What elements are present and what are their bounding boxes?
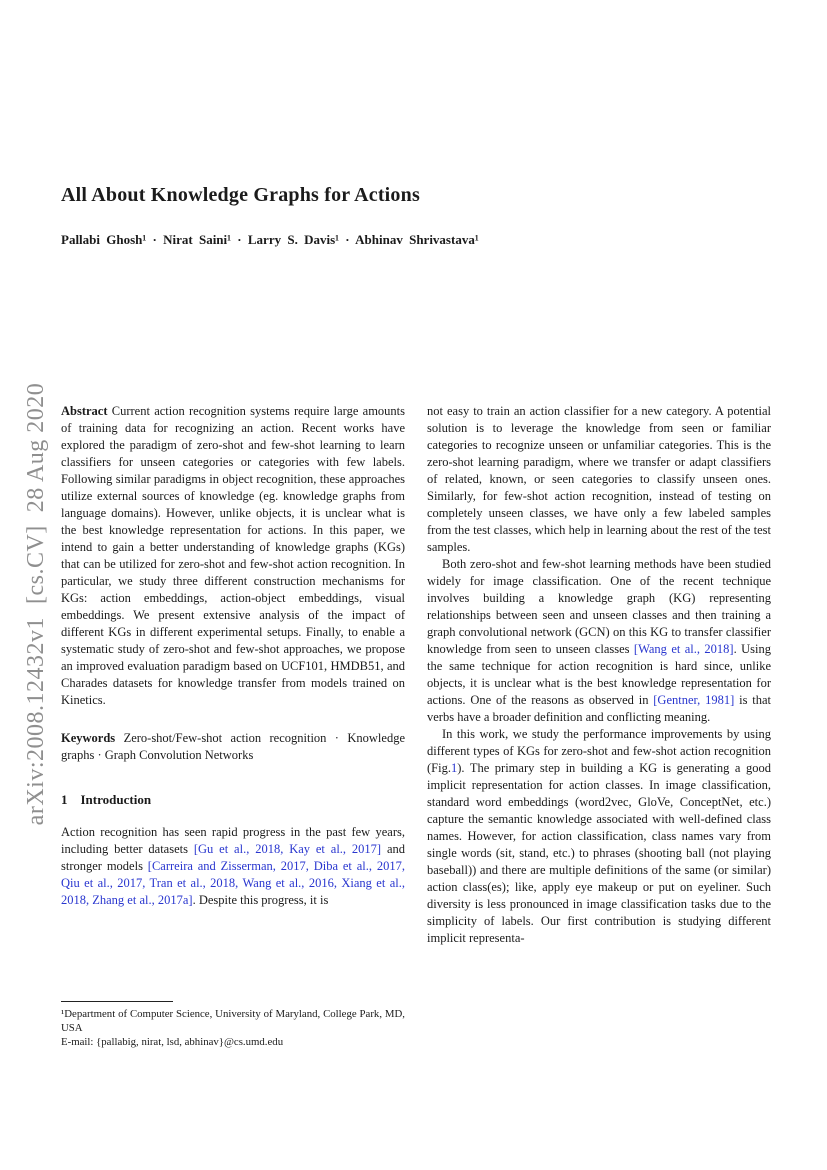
footnote-affiliation: ¹Department of Computer Science, University of Maryland, College Park, MD, USA xyxy=(61,1008,405,1034)
body-paragraph: Both zero-shot and few-shot learning methods have been studied widely for image classification. One of the recent technique involves building a knowledge graph (KG) representing relationships between seen and unseen classes and then training a graph convolutional network (GCN) on this KG to transfer classifier knowledge from seen to unseen classes [Wang et al., 2018]. Using the same technique for action recognition is hard since, unlike objects, it is unclear what is the best knowledge representation for actions. One of the reasons as observed in [Gentner, 1981] is that verbs have a broader definition and conflicting meaning. xyxy=(427,557,771,724)
citation-link[interactable]: [Wang et al., 2018] xyxy=(633,642,734,656)
right-column xyxy=(427,403,771,1051)
section-title: Introduction xyxy=(80,792,152,807)
footnote-rule xyxy=(61,1001,173,1002)
section-number: 1 xyxy=(61,792,68,807)
abstract-paragraph: Abstract Current action recognition systems require large amounts of training data for recognizing an action. Recent works have explored the paradigm of zero-shot and few-shot learning to learn classifiers for unseen categories or categories with few labels. Following similar paradigms in object recognition, these approaches utilize external sources of knowledge (eg. knowledge graphs from language domains). However, unlike objects, it is unclear what is the best knowledge representation for actions. In this paper, we intend to gain a better understanding of knowledge graphs (KGs) that can be utilized for zero-shot and few-shot action recognition. In particular, we study three different construction mechanisms for KGs: action embeddings, action-object embeddings, visual embeddings. We present extensive analysis of the impact of different KGs in different experimental setups. Finally, to enable a systematic study of zero-shot and few-shot approaches, we propose an improved evaluation paradigm based on UCF101, HMDB51, and Charades datasets for knowledge transfer from models trained on Kinetics. xyxy=(61,404,406,707)
left-column xyxy=(61,403,405,1051)
author-line: Pallabi Ghosh¹ · Nirat Saini¹ · Larry S. Davis¹ · Abhinav Shrivastava¹ xyxy=(61,232,479,247)
footnote-block xyxy=(61,1001,405,1049)
arxiv-stamp: arXiv:2008.12432v1 [cs.CV] 28 Aug 2020 xyxy=(23,382,49,826)
bold-lead-in: Abstract xyxy=(61,404,112,418)
keywords-paragraph: Keywords Zero-shot/Few-shot action recognition · Knowledge graphs · Graph Convolution Networks xyxy=(61,731,405,762)
bold-lead-in: Keywords xyxy=(61,731,124,745)
citation-link[interactable]: [Gentner, 1981] xyxy=(653,693,735,707)
body-paragraph: In this work, we study the performance improvements by using different types of KGs for zero-shot and few-shot action recognition (Fig.1). The primary step in building a KG is generating a good implicit representation for action classes. In image classification, standard word embeddings (word2vec, GloVe, ConceptNet, etc.) capture the semantic knowledge associated with well-defined class names. However, for action classification, class names vary from single words (sit, stand, etc.) to phrases (shooting ball (not playing baseball)) and there are multiple definitions of the same (or similar) action class(es); like, apply eye makeup or put on eyeliner. Such diversity is less pronounced in image classification tasks due to the simplicity of labels. Our first contribution is studying different implicit representa- xyxy=(427,727,771,945)
citation-link[interactable]: [Gu et al., 2018, Kay et al., 2017] xyxy=(193,842,382,856)
body-paragraph: not easy to train an action classifier for a new category. A potential solution is to leverage the knowledge from seen or familiar categories to recognize unseen or unfamiliar categories. This is the zero-shot learning paradigm, where we transfer or adapt classifiers of related, known, or seen categories to classify unseen ones. Similarly, for few-shot action recognition, instead of testing on completely unseen classes, we have only a few labeled samples from the test classes, which help in learning about the rest of the test samples. xyxy=(427,404,771,554)
footnote-email: E-mail: {pallabig, nirat, lsd, abhinav}@cs.umd.edu xyxy=(61,1036,284,1048)
citation-link[interactable]: 1 xyxy=(450,761,458,775)
two-column-body xyxy=(61,403,771,1051)
introduction-paragraph: Action recognition has seen rapid progress in the past few years, including better datasets [Gu et al., 2018, Kay et al., 2017] and stronger models [Carreira and Zisserman, 2017, Diba et al., 2017, Qiu et al., 2017, Tran et al., 2018, Wang et al., 2016, Xiang et al., 2018, Zhang et al., 2017a]. Despite this progress, it is xyxy=(61,825,405,907)
paper-title: All About Knowledge Graphs for Actions xyxy=(61,184,420,206)
citation-link[interactable]: [Carreira and Zisserman, 2017, Diba et al., 2017, Qiu et al., 2017, Tran et al., 2018, Wang et al., 2016, Xiang et al., 2018, Zhang et al., 2017a] xyxy=(61,859,405,907)
section-heading-introduction xyxy=(61,791,405,808)
